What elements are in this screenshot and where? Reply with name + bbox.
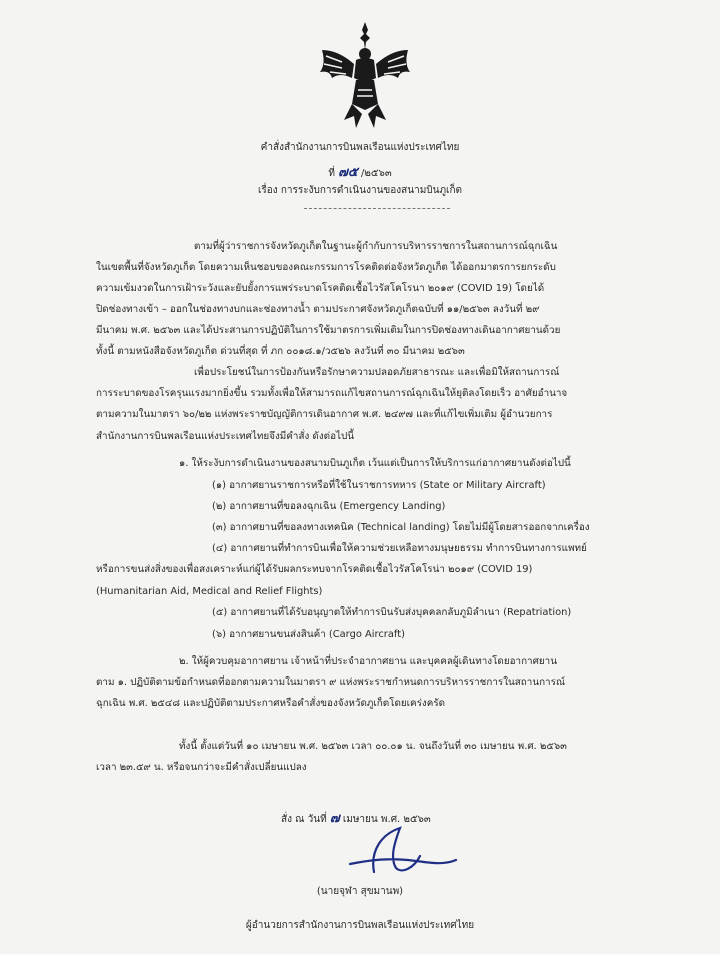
order-number-suffix: /๒๕๖๓ bbox=[360, 168, 392, 179]
body-line: (๖) อากาศยานขนส่งสินค้า (Cargo Aircraft) bbox=[212, 629, 405, 640]
body-line: ๒. ให้ผู้ควบคุมอากาศยาน เจ้าหน้าที่ประจำอากาศยาน และบุคคลผู้เดินทางโดยอากาศยาน bbox=[179, 656, 557, 667]
body-line: ฉุกเฉิน พ.ศ. ๒๕๔๘ และปฏิบัติตามประกาศหรือคำสั่งของจังหวัดภูเก็ตโดยเคร่งครัด bbox=[96, 698, 446, 709]
body-line: ตามความในมาตรา ๖๐/๒๒ แห่งพระราชบัญญัติการเดินอากาศ พ.ศ. ๒๔๙๗ และที่แก้ไขเพิ่มเติม ผู้อำนวยการ bbox=[96, 409, 553, 420]
body-line: ความเข้มงวดในการเฝ้าระวังและยับยั้งการแพร่ระบาดโรคติดเชื้อไวรัสโคโรนา ๒๐๑๙ (COVID 19) โดยได้ bbox=[96, 283, 545, 294]
signing-day-handwritten: ๗ bbox=[329, 811, 340, 826]
signatory-position: ผู้อำนวยการสำนักงานการบินพลเรือนแห่งประเทศไทย bbox=[245, 920, 475, 931]
body-line: การระบาดของโรครุนแรงมากยิ่งขึ้น รวมทั้งเพื่อให้สามารถแก้ไขสถานการณ์ฉุกเฉินให้ยุติลงโดยเร็ว อาศัยอำนาจ bbox=[96, 388, 568, 399]
body-line: มีนาคม พ.ศ. ๒๕๖๓ และได้ประสานการปฏิบัติในการใช้มาตรการเพิ่มเติมในการปิดช่องทางเดินอากาศยานด้วย bbox=[96, 325, 561, 336]
body-line: (๓) อากาศยานที่ขอลงทางเทคนิค (Technical landing) โดยไม่มีผู้โดยสารออกจากเครื่อง bbox=[212, 522, 590, 533]
body-line: สำนักงานการบินพลเรือนแห่งประเทศไทยจึงมีคำสั่ง ดังต่อไปนี้ bbox=[96, 431, 354, 442]
body-line: (Humanitarian Aid, Medical and Relief Flights) bbox=[96, 586, 323, 597]
body-line: ปิดช่องทางเข้า – ออกในช่องทางบกและช่องทางน้ำ ตามประกาศจังหวัดภูเก็ตฉบับที่ ๑๑/๒๕๖๓ ลงวันที่ ๒๙ bbox=[96, 304, 540, 315]
body-line: เพื่อประโยชน์ในการป้องกันหรือรักษาความปลอดภัยสาธารณะ และเพื่อมิให้สถานการณ์ bbox=[194, 367, 560, 378]
order-number bbox=[0, 161, 720, 182]
handwritten-signature-icon bbox=[330, 820, 470, 880]
order-title: คำสั่งสำนักงานการบินพลเรือนแห่งประเทศไทย bbox=[260, 142, 460, 153]
body-line: (๕) อากาศยานที่ได้รับอนุญาตให้ทำการบินรับส่งบุคคลกลับภูมิลำเนา (Repatriation) bbox=[212, 607, 572, 618]
body-line: (๒) อากาศยานที่ขอลงฉุกเฉิน (Emergency Landing) bbox=[212, 501, 446, 512]
body-line: ทั้งนี้ ตั้งแต่วันที่ ๑๐ เมษายน พ.ศ. ๒๕๖๓ เวลา ๐๐.๐๑ น. จนถึงวันที่ ๓๐ เมษายน พ.ศ. ๒๕๖๓ bbox=[179, 741, 567, 752]
signatory-name: (นายจุฬา สุขมานพ) bbox=[316, 886, 404, 897]
order-number-prefix: ที่ bbox=[328, 168, 335, 179]
body-line: ตามที่ผู้ว่าราชการจังหวัดภูเก็ตในฐานะผู้กำกับการบริหารราชการในสถานการณ์ฉุกเฉิน bbox=[194, 241, 558, 252]
body-line: (๔) อากาศยานที่ทำการบินเพื่อให้ความช่วยเหลือทางมนุษยธรรม ทำการบินทางการแพทย์ bbox=[212, 543, 587, 554]
body-line: ทั้งนี้ ตามหนังสือจังหวัดภูเก็ต ด่วนที่สุด ที่ ภก ๐๐๑๘.๑/ว๕๒๖ ลงวันที่ ๓๐ มีนาคม ๒๕๖๓ bbox=[96, 346, 465, 357]
order-subject: เรื่อง การระงับการดำเนินงานของสนามบินภูเก็ต bbox=[257, 185, 463, 196]
order-number-handwritten: ๗๕ bbox=[338, 165, 358, 180]
body-line: ๑. ให้ระงับการดำเนินงานของสนามบินภูเก็ต เว้นแต่เป็นการให้บริการแก่อากาศยานดังต่อไปนี้ bbox=[179, 458, 571, 469]
body-line: เวลา ๒๓.๕๙ น. หรือจนกว่าจะมีคำสั่งเปลี่ยนแปลง bbox=[96, 762, 307, 773]
body-line: หรือการขนส่งสิ่งของเพื่อสงเคราะห์แก่ผู้ได้รับผลกระทบจากโรคติดเชื้อไวรัสโคโรน่า ๒๐๑๙ (COVID 19) bbox=[96, 564, 533, 575]
header-divider bbox=[304, 208, 450, 209]
garuda-emblem-icon bbox=[316, 20, 414, 132]
body-line: ในเขตพื้นที่จังหวัดภูเก็ต โดยความเห็นชอบของคณะกรรมการโรคติดต่อจังหวัดภูเก็ต ได้ออกมาตรการยกระดับ bbox=[96, 262, 556, 273]
signing-date-prefix: สั่ง ณ วันที่ bbox=[281, 814, 327, 825]
body-line: (๑) อากาศยานราชการหรือที่ใช้ในราชการทหาร (State or Military Aircraft) bbox=[212, 480, 546, 491]
body-line: ตาม ๑. ปฏิบัติตามข้อกำหนดที่ออกตามความในมาตรา ๙ แห่งพระราชกำหนดการบริหารราชการในสถานการณ์ bbox=[96, 677, 566, 688]
signing-date-suffix: เมษายน พ.ศ. ๒๕๖๓ bbox=[342, 814, 431, 825]
